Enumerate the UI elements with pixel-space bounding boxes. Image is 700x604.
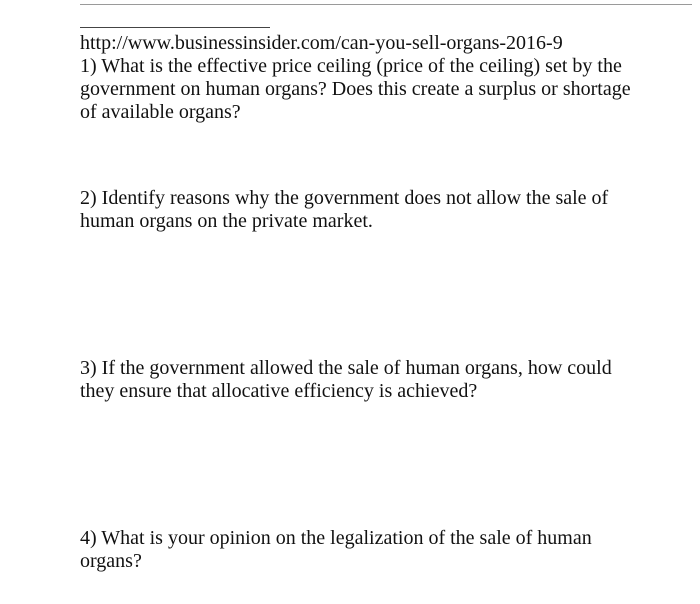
- question-4: 4) What is your opinion on the legalization of the sale of human organs?: [80, 527, 592, 572]
- underline-rule: [80, 27, 270, 28]
- source-url: http://www.businessinsider.com/can-you-sell-organs-2016-9: [80, 32, 563, 54]
- top-divider-line: [80, 4, 692, 5]
- question-3: 3) If the government allowed the sale of human organs, how could they ensure that allocative efficiency is achieved?: [80, 357, 612, 402]
- worksheet-body: [80, 32, 640, 573]
- question-2: 2) Identify reasons why the government does not allow the sale of human organs on the private market.: [80, 187, 609, 232]
- question-1: 1) What is the effective price ceiling (price of the ceiling) set by the government on human organs? Does this create a surplus or shortage of available organs?: [80, 55, 631, 123]
